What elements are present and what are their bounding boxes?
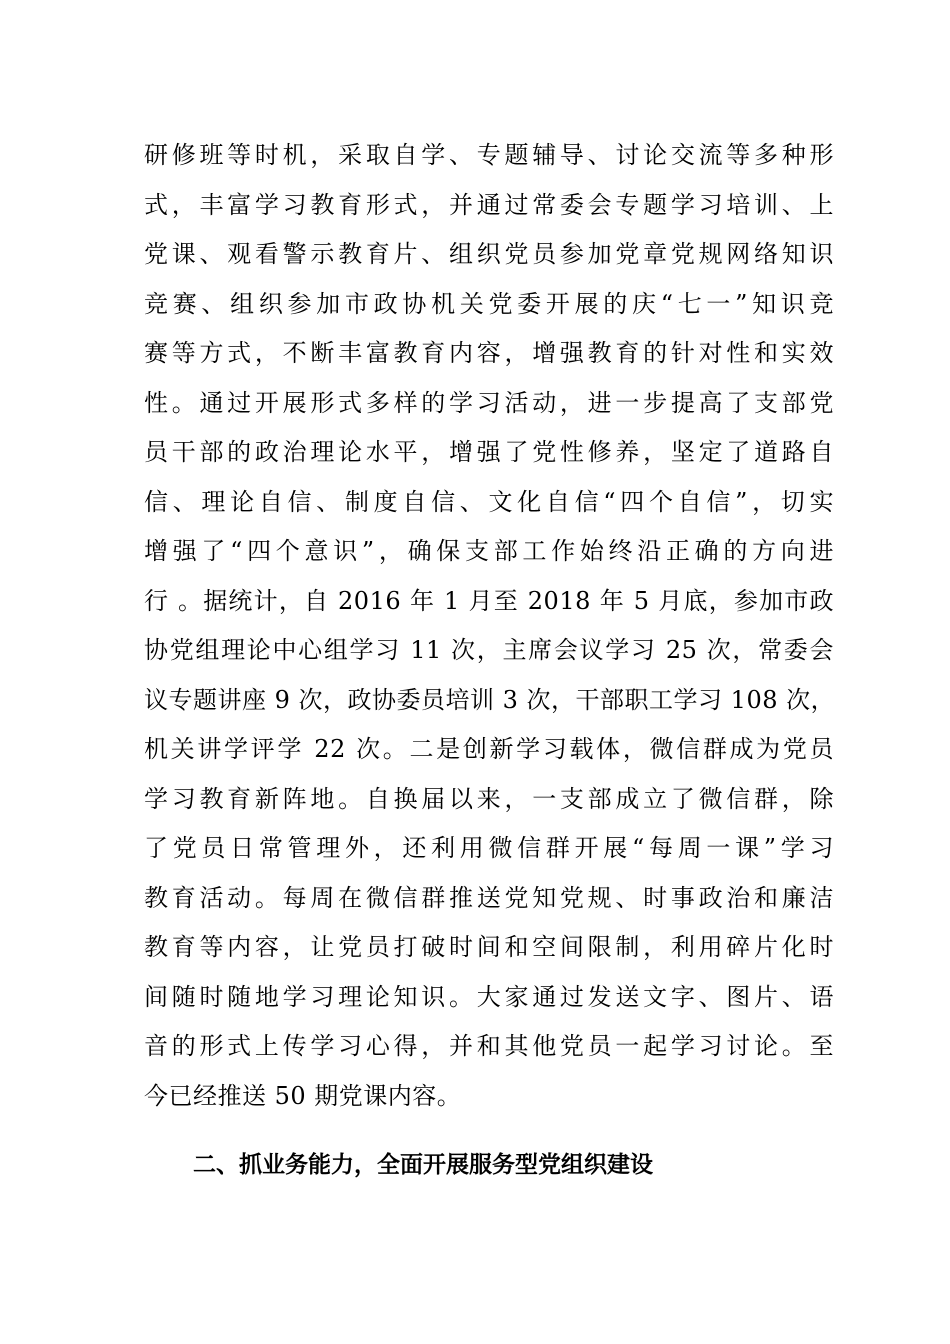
paragraph-line: 学习教育新阵地。自换届以来，一支部成立了微信群，除 bbox=[144, 784, 834, 813]
section-heading: 二、抓业务能力，全面开展服务型党组织建设 bbox=[193, 1152, 653, 1178]
paragraph-line: 教育活动。每周在微信群推送党知党规、时事政治和廉洁 bbox=[144, 883, 834, 912]
body-paragraph bbox=[144, 131, 834, 1121]
paragraph-line: 了党员日常管理外，还利用微信群开展“每周一课”学习 bbox=[144, 834, 834, 862]
paragraph-line: 机关讲学评学 22 次。二是创新学习载体，微信群成为党员 bbox=[144, 735, 834, 763]
paragraph-line: 议专题讲座 9 次，政协委员培训 3 次，干部职工学习 108 次， bbox=[144, 685, 836, 714]
paragraph-line: 党课、观看警示教育片、组织党员参加党章党规网络知识 bbox=[144, 240, 834, 268]
paragraph-line: 增强了“四个意识”，确保支部工作始终沿正确的方向进 bbox=[144, 537, 834, 565]
paragraph-line: 行 。据统计，自 2016 年 1 月至 2018 年 5 月底，参加市政 bbox=[144, 586, 834, 615]
paragraph-line: 教育等内容，让党员打破时间和空间限制，利用碎片化时 bbox=[144, 933, 834, 961]
paragraph-line: 性。通过开展形式多样的学习活动，进一步提高了支部党 bbox=[144, 388, 834, 417]
paragraph-line: 音的形式上传学习心得，并和其他党员一起学习讨论。至 bbox=[144, 1032, 834, 1060]
paragraph-line: 协党组理论中心组学习 11 次，主席会议学习 25 次，常委会 bbox=[144, 636, 834, 664]
paragraph-line: 员干部的政治理论水平，增强了党性修养，坚定了道路自 bbox=[144, 438, 834, 466]
paragraph-line: 今已经推送 50 期党课内容。 bbox=[144, 1081, 462, 1110]
paragraph-line: 间随时随地学习理论知识。大家通过发送文字、图片、语 bbox=[144, 982, 834, 1011]
paragraph-line: 竞赛、组织参加市政协机关党委开展的庆“七一”知识竞 bbox=[144, 289, 834, 318]
paragraph-line: 信、理论自信、制度自信、文化自信“四个自信”，切实 bbox=[144, 487, 834, 516]
paragraph-line: 赛等方式，不断丰富教育内容，增强教育的针对性和实效 bbox=[144, 339, 834, 367]
paragraph-line: 研修班等时机，采取自学、专题辅导、讨论交流等多种形 bbox=[144, 141, 834, 169]
paragraph-line: 式，丰富学习教育形式，并通过常委会专题学习培训、上 bbox=[144, 190, 834, 219]
